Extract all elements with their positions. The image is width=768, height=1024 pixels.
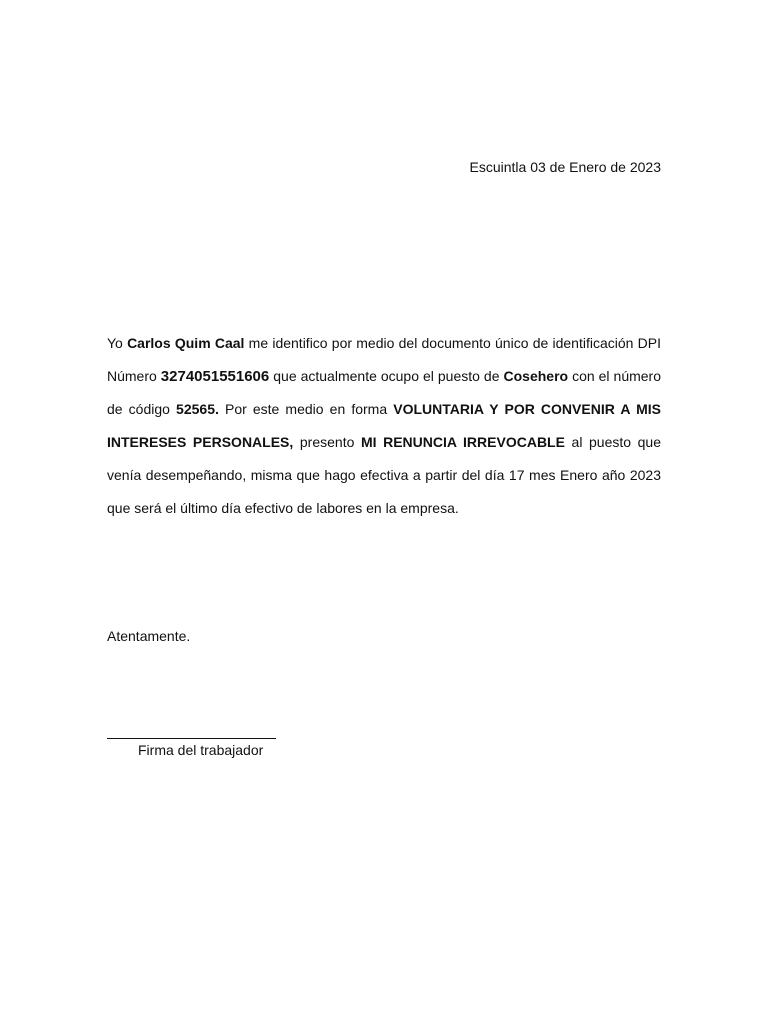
- body-text-4: con el número de código: [107, 368, 661, 417]
- body-text-6: presento: [293, 434, 361, 450]
- body-text-5: Por este medio en forma: [218, 401, 394, 417]
- body-text-3: que actualmente ocupo el puesto de: [269, 368, 504, 384]
- employee-name: Carlos Quim Caal: [127, 335, 245, 351]
- dpi-number: 3274051551606: [160, 368, 270, 385]
- body-text-7: al puesto que venía desempeñando, misma que hago efectiva a partir del día 17 mes Enero año 2023 que será el último día efectivo de labores en la empresa.: [107, 434, 661, 516]
- closing: Atentamente.: [107, 628, 191, 644]
- signature-label: Firma del trabajador: [138, 742, 264, 758]
- job-position: Cosehero: [503, 368, 569, 384]
- resignation-body: [107, 327, 661, 525]
- body-text-1: Yo: [107, 335, 128, 351]
- body-text-2: me identifico por medio del documento único de identificación DPI Número: [107, 335, 661, 384]
- voluntary-emphasis: VOLUNTARIA Y POR CONVENIR A MIS INTERESES PERSONALES,: [107, 401, 661, 450]
- signature-line: [107, 738, 276, 739]
- employee-code: 52565.: [176, 401, 219, 417]
- date-line: Escuintla 03 de Enero de 2023: [469, 159, 661, 175]
- irrevocable-emphasis: MI RENUNCIA IRREVOCABLE: [360, 434, 565, 450]
